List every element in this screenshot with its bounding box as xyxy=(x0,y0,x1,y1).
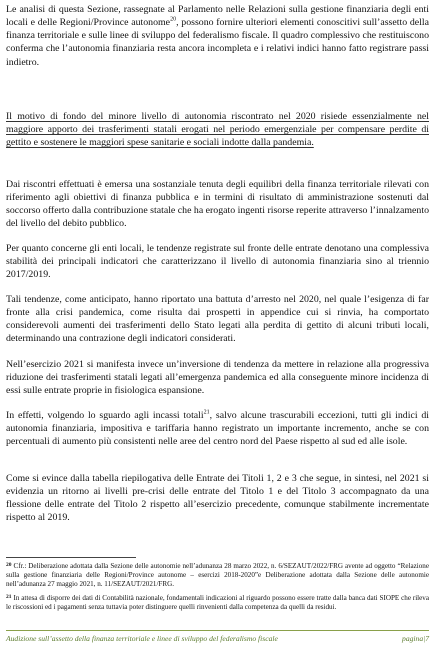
footer-title: Audizione sull’assetto della finanza territoriale e linee di sviluppo del federalismo fiscale xyxy=(6,634,278,643)
footnote-ref-21[interactable]: 21 xyxy=(203,409,210,416)
paragraph-4 xyxy=(6,242,429,281)
paragraph-7-text: In effetti, volgendo lo sguardo agli incassi totali xyxy=(6,410,204,421)
footnote-text: In attesa di disporre dei dati di Contabilità nazionale, fondamentali indicazioni al riguardo possono essere tratte dalla banca dati SIOPE che rileva le riscossioni ed i pagamenti senza tuttavia poter distinguere quelli rinvenienti dalla competenza da quelli da residui. xyxy=(6,594,429,612)
page-number: pagina|7 xyxy=(402,634,429,643)
footnote-20 xyxy=(6,561,429,590)
paragraph-4-text: Per quanto concerne gli enti locali, le tendenze registrate sul fronte delle entrate denotano una complessiva stabilità dei principali indicatori che caratterizzano il livello di autonomia finanziaria sino al triennio 2017/2019. xyxy=(6,243,429,281)
footer-separator xyxy=(6,630,429,631)
footnote-separator xyxy=(6,557,136,558)
footnote-21 xyxy=(6,593,429,612)
footnote-ref-20[interactable]: 20 xyxy=(170,16,177,23)
paragraph-3 xyxy=(6,178,429,231)
paragraph-6-text: Nell’esercizio 2021 si manifesta invece un’inversione di tendenza da mettere in relazione alla progressiva riduzione dei trasferimenti statali legati all’emergenza pandemica ed alla conseguente minore incidenza di essi sulle entrate proprie in fisiologica espansione. xyxy=(6,359,429,397)
paragraph-5 xyxy=(6,293,429,346)
paragraph-1-text-cont: , possono fornire ulteriori elementi conoscitivi sull’assetto della finanza territoriale e sulle linee di sviluppo del federalismo fiscale. Il quadro complessivo che restituiscono conferma che l’autonomia finanziaria resta ancora incompleta e i relativi indici hanno fatto registrare passi indietro. xyxy=(6,17,429,68)
paragraph-2 xyxy=(6,110,429,149)
footnote-number: 20 xyxy=(6,562,12,568)
paragraph-1-text: Le analisi di questa Sezione, rassegnate al Parlamento nelle Relazioni sulla gestione finanziaria degli enti locali e delle Regioni/Province autonome xyxy=(6,4,429,29)
paragraph-7 xyxy=(6,409,429,448)
footnote-text: Cfr.: Deliberazione adottata dalla Sezione delle autonomie nell’adunanza 28 marzo 2022, n. 6/SEZAUT/2022/FRG avente ad oggetto “Relazione sulla gestione finanziaria delle Regioni/Province autonome – esercizi 2018-2020”e Deliberazione adottata dalla Sezione delle autonomie nell’adunanza 27 maggio 2021, n. 11/SEZAUT/2021/FRG. xyxy=(6,562,429,589)
paragraph-3-text: Dai riscontri effettuati è emersa una sostanziale tenuta degli equilibri della finanza territoriale rilevati con riferimento agli obiettivi di finanza pubblica e in termini di risultato di amministrazione sostenuti dal soccorso offerto dalla contribuzione statale che ha erogato ingenti risorse reperite attraverso l’innalzamento del livello del debito pubblico. xyxy=(6,179,429,230)
paragraph-8-text: Come si evince dalla tabella riepilogativa delle Entrate dei Titoli 1, 2 e 3 che segue, in sintesi, nel 2021 si evidenzia un ritorno ai livelli pre-crisi delle entrate del Titolo 1 e del Titolo 3 accompagnato da una flessione delle entrate del Titolo 2 rispetto all’esercizio precedente, comunque stabilmente incrementate rispetto al 2019. xyxy=(6,473,429,524)
paragraph-2-text: Il motivo di fondo del minore livello di autonomia riscontrato nel 2020 risiede essenzialmente nel maggiore apporto dei trasferimenti statali erogati nel periodo emergenziale per compensare perdite di gettito e sostenere le maggiori spese sanitarie e sociali indotte dalla pandemia. xyxy=(6,111,429,149)
paragraph-5-text: Tali tendenze, come anticipato, hanno riportato una battuta d’arresto nel 2020, nel quale l’esigenza di far fronte alla crisi pandemica, come risulta dai prospetti in appendice cui si rinvia, ha comportato considerevoli aumenti dei trasferimenti dello Stato legati alla perdita di gettito di alcuni tributi locali, determinando una contrazione degli indicatori considerati. xyxy=(6,294,429,345)
paragraph-6 xyxy=(6,358,429,397)
paragraph-1 xyxy=(6,3,429,69)
footnote-number: 21 xyxy=(6,594,12,600)
paragraph-8 xyxy=(6,472,429,525)
paragraph-7-text-cont: , salvo alcune trascurabili eccezioni, tutti gli indici di autonomia finanziaria, impositiva e tariffaria hanno registrato un importante incremento, anche se con percentuali di aumento più consistenti nelle aree del centro nord del Paese rispetto al sud ed alle isole. xyxy=(6,410,430,448)
